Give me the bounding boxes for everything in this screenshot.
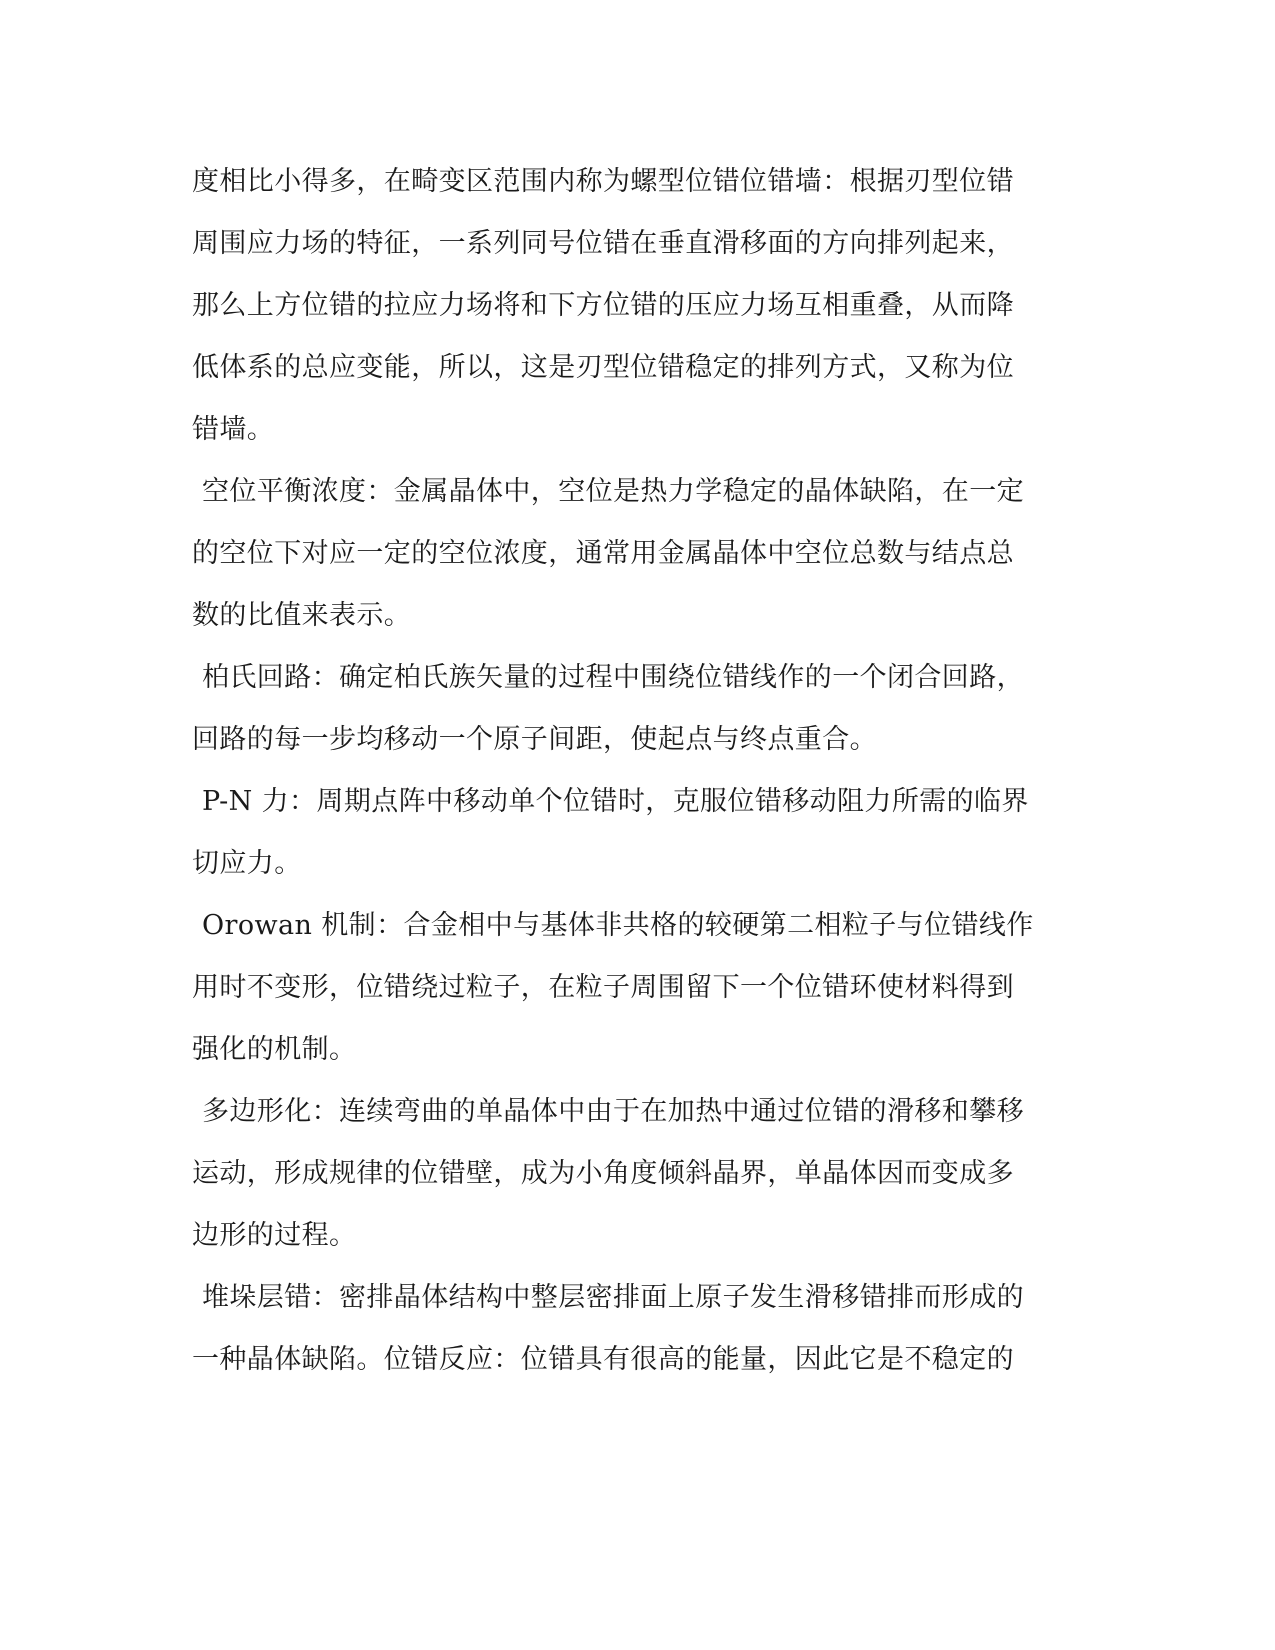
text-line: 边形的过程。 [192, 1220, 357, 1251]
text-line: 低体系的总应变能，所以，这是刃型位错稳定的排列方式，又称为位 [192, 352, 1014, 383]
text-line: 度相比小得多，在畸变区范围内称为螺型位错位错墙：根据刃型位错 [192, 166, 1014, 197]
paragraph-first-line: 空位平衡浓度：金属晶体中，空位是热力学稳定的晶体缺陷，在一定 [202, 476, 1024, 507]
paragraph-first-line: Orowan 机制：合金相中与基体非共格的较硬第二相粒子与位错线作 [202, 910, 1034, 941]
text-line: 周围应力场的特征，一系列同号位错在垂直滑移面的方向排列起来， [192, 228, 1014, 259]
text-line: 错墙。 [192, 414, 275, 445]
text-line: 切应力。 [192, 848, 302, 879]
text-line: 回路的每一步均移动一个原子间距，使起点与终点重合。 [192, 724, 877, 755]
text-line: 强化的机制。 [192, 1034, 357, 1065]
text-line: 用时不变形，位错绕过粒子，在粒子周围留下一个位错环使材料得到 [192, 972, 1014, 1003]
paragraph-first-line: 多边形化：连续弯曲的单晶体中由于在加热中通过位错的滑移和攀移 [202, 1096, 1024, 1127]
text-line: 数的比值来表示。 [192, 600, 412, 631]
paragraph-first-line: P-N 力：周期点阵中移动单个位错时，克服位错移动阻力所需的临界 [202, 786, 1029, 817]
text-line: 那么上方位错的拉应力场将和下方位错的压应力场互相重叠，从而降 [192, 290, 1014, 321]
text-line: 运动，形成规律的位错壁，成为小角度倾斜晶界，单晶体因而变成多 [192, 1158, 1014, 1189]
text-line: 一种晶体缺陷。位错反应：位错具有很高的能量，因此它是不稳定的 [192, 1344, 1014, 1375]
paragraph-first-line: 柏氏回路：确定柏氏族矢量的过程中围绕位错线作的一个闭合回路， [202, 662, 1024, 693]
text-line: 的空位下对应一定的空位浓度，通常用金属晶体中空位总数与结点总 [192, 538, 1014, 569]
paragraph-first-line: 堆垛层错：密排晶体结构中整层密排面上原子发生滑移错排而形成的 [202, 1282, 1024, 1313]
